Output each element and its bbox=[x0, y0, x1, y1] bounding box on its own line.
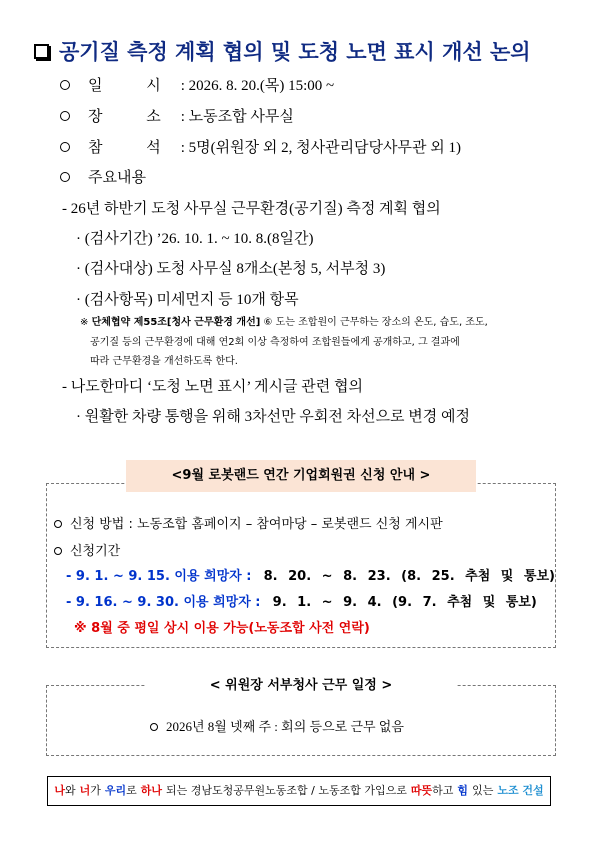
place-value: : 노동조합 사무실 bbox=[180, 109, 294, 125]
page-title-text: 공기질 측정 계획 협의 및 도청 노면 표시 개선 논의 bbox=[59, 40, 531, 64]
checkbox-square-icon bbox=[34, 44, 49, 59]
schedule-line-row bbox=[150, 717, 404, 737]
robotland-period-row bbox=[54, 542, 120, 562]
slogan-part: 따뜻 bbox=[410, 784, 433, 797]
meeting-attendees-row bbox=[60, 138, 461, 158]
page-title bbox=[34, 36, 574, 66]
agreement-note-line-3: 따라 근무환경을 개선하도록 한다. bbox=[90, 356, 238, 367]
slogan-part: 로 bbox=[126, 784, 137, 797]
robotland-method-row bbox=[54, 515, 443, 535]
agenda-item-2-detail: · 원활한 차량 통행을 위해 3차선만 우회전 차선으로 변경 예정 bbox=[76, 409, 471, 425]
circle-bullet-icon bbox=[60, 80, 70, 90]
slogan-part: 가 bbox=[90, 784, 101, 797]
circle-bullet-icon bbox=[60, 142, 70, 152]
agreement-note-line-1 bbox=[80, 313, 488, 332]
circle-bullet-icon bbox=[150, 723, 158, 731]
slogan-part: 하나 bbox=[140, 784, 163, 797]
period-1-schedule: 8. 20. ~ 8. 23. (8. 25. 추첨 및 통보) bbox=[263, 569, 555, 584]
slogan-part: 힘 bbox=[457, 784, 469, 797]
robotland-period-label: 신청기간 bbox=[70, 544, 121, 559]
attendees-value: : 5명(위원장 외 2, 청사관리담당사무관 외 1) bbox=[180, 140, 461, 156]
slogan-part: 하고 bbox=[432, 784, 454, 797]
period-2-schedule: 9. 1. ~ 9. 4. (9. 7. 추첨 및 통보) bbox=[272, 595, 537, 610]
slogan-part: 너 bbox=[79, 784, 91, 797]
agenda-item-1-detail-target: · (검사대상) 도청 사무실 8개소(본청 5, 서부청 3) bbox=[76, 261, 386, 277]
footer-slogan bbox=[47, 776, 551, 806]
slogan-part: 되는 경남도청공무원노동조합 / 노동조합 가입으로 bbox=[166, 784, 407, 797]
circle-bullet-icon bbox=[60, 111, 70, 121]
robotland-period-1 bbox=[66, 567, 555, 587]
note-prefix: ※ bbox=[80, 317, 89, 328]
circle-bullet-icon bbox=[60, 172, 70, 182]
date-value: : 2026. 8. 20.(목) 15:00 ~ bbox=[180, 78, 335, 94]
agenda-item-1-detail-period: · (검사기간) ’26. 10. 1. ~ 10. 8.(8일간) bbox=[76, 231, 314, 247]
slogan-part: 와 bbox=[64, 784, 76, 797]
robotland-method: 신청 방법 : 노동조합 홈페이지 – 참여마당 – 로봇랜드 신청 게시판 bbox=[70, 517, 443, 532]
meeting-place-row bbox=[60, 107, 294, 127]
slogan-part: 나 bbox=[54, 784, 65, 797]
note-bold: 단체협약 제55조[청사 근무환경 개선] bbox=[91, 317, 261, 328]
agenda-item-1: - 26년 하반기 도청 사무실 근무환경(공기질) 측정 계획 협의 bbox=[62, 201, 441, 217]
robotland-period-2 bbox=[66, 593, 537, 613]
period-1-range: - 9. 1. ~ 9. 15. 이용 희망자 : bbox=[66, 569, 252, 584]
slogan-part: 있는 bbox=[472, 784, 494, 797]
slogan-part: 우리 bbox=[104, 784, 127, 797]
robotland-banner: <9월 로봇랜드 연간 기업회원권 신청 안내 > bbox=[126, 460, 476, 492]
attendees-label: 참 석 bbox=[88, 140, 181, 156]
agenda-item-2: - 나도한마디 ‘도청 노면 표시’ 게시글 관련 협의 bbox=[62, 379, 363, 395]
period-2-range: - 9. 16. ~ 9. 30. 이용 희망자 : bbox=[66, 595, 261, 610]
schedule-banner: < 위원장 서부청사 근무 일정 > bbox=[146, 673, 456, 699]
agenda-heading-row bbox=[60, 168, 146, 188]
note-text-1: ⑥ 도는 조합원이 근무하는 장소의 온도, 습도, 조도, bbox=[260, 317, 488, 328]
circle-bullet-icon bbox=[54, 547, 62, 555]
agenda-item-1-detail-items: · (검사항목) 미세먼지 등 10개 항목 bbox=[76, 292, 299, 308]
slogan-part: 노조 건설 bbox=[497, 784, 544, 797]
agreement-note-line-2: 공기질 등의 근무환경에 대해 연2회 이상 측정하여 조합원들에게 공개하고, 그 결과에 bbox=[90, 337, 460, 348]
place-label: 장 소 bbox=[88, 109, 181, 125]
meeting-date-row bbox=[60, 76, 334, 96]
agenda-label: 주요내용 bbox=[88, 170, 146, 186]
date-label: 일 시 bbox=[88, 78, 181, 94]
circle-bullet-icon bbox=[54, 520, 62, 528]
robotland-august-note: ※ 8월 중 평일 상시 이용 가능(노동조합 사전 연락) bbox=[74, 621, 370, 636]
schedule-line: 2026년 8월 넷째 주 : 회의 등으로 근무 없음 bbox=[166, 719, 404, 734]
